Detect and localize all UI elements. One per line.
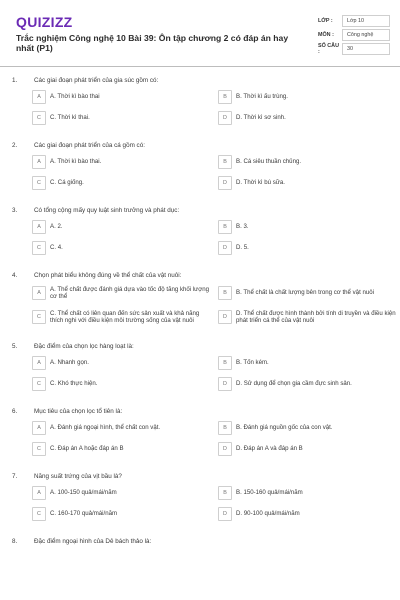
meta-row-class bbox=[318, 14, 390, 28]
question-number: 4. bbox=[12, 271, 18, 279]
answer-option-a[interactable] bbox=[32, 281, 214, 305]
answer-text: A. 2. bbox=[50, 222, 63, 230]
answer-option-c[interactable] bbox=[32, 172, 214, 193]
answer-text: D. Thể chất được hình thành bởi tính di truyền và điều kiện phát triển cá thể của vật nuôi bbox=[236, 309, 396, 324]
meta-panel bbox=[318, 14, 390, 56]
answer-option-b[interactable] bbox=[218, 216, 400, 237]
meta-value: Lớp 10 bbox=[342, 15, 390, 27]
meta-key: MÔN : bbox=[318, 32, 334, 38]
quizizz-logo: QUIZIZZ bbox=[16, 14, 73, 30]
answer-text: A. Thể chất được đánh giá dựa vào tốc độ tăng khối lượng cơ thể bbox=[50, 285, 210, 300]
question-header bbox=[0, 269, 400, 281]
meta-key: SỐ CÂU : bbox=[318, 43, 339, 55]
answer-text: C. Thời kì thai. bbox=[50, 113, 90, 121]
answer-option-d[interactable] bbox=[218, 237, 400, 258]
question-header bbox=[0, 340, 400, 352]
answer-grid bbox=[0, 151, 400, 193]
answer-text: C. Thể chất có liên quan đến sức sản xuất và khả năng thích nghi với điều kiện môi trường sống của vật nuôi bbox=[50, 309, 200, 324]
answer-letter-box: A bbox=[32, 155, 46, 169]
question-header bbox=[0, 74, 400, 86]
answer-text: C. Đáp án A hoặc đáp án B bbox=[50, 444, 124, 452]
answer-text: A. Nhanh gọn. bbox=[50, 358, 89, 366]
answer-text: C. 4. bbox=[50, 243, 63, 251]
question-header bbox=[0, 535, 400, 547]
question-header bbox=[0, 204, 400, 216]
answer-letter-box: D bbox=[218, 377, 232, 391]
answer-option-d[interactable] bbox=[218, 503, 400, 524]
question-item bbox=[0, 139, 400, 193]
answer-grid bbox=[0, 417, 400, 459]
answer-letter-box: D bbox=[218, 176, 232, 190]
answer-text: B. Thể chất là chất lượng bên trong cơ thể vật nuôi bbox=[236, 289, 374, 297]
answer-letter-box: C bbox=[32, 176, 46, 190]
answer-text: C. 160-170 quả/mái/năm bbox=[50, 509, 118, 517]
answer-letter-box: C bbox=[32, 507, 46, 521]
answer-option-a[interactable] bbox=[32, 86, 214, 107]
answer-grid bbox=[0, 482, 400, 524]
question-item bbox=[0, 74, 400, 128]
answer-letter-box: D bbox=[218, 241, 232, 255]
answer-text: B. 150-160 quả/mái/năm bbox=[236, 488, 303, 496]
answer-text: D. 5. bbox=[236, 243, 249, 251]
answer-grid bbox=[0, 216, 400, 258]
meta-value: 30 bbox=[342, 43, 390, 55]
answer-option-c[interactable] bbox=[32, 107, 214, 128]
answer-option-b[interactable] bbox=[218, 281, 400, 305]
question-number: 5. bbox=[12, 342, 18, 350]
answer-letter-box: A bbox=[32, 486, 46, 500]
question-header bbox=[0, 470, 400, 482]
answer-letter-box: A bbox=[32, 90, 46, 104]
answer-text: D. Thời kì bú sữa. bbox=[236, 178, 285, 186]
answer-text: D. Sử dụng để chọn gia cầm đực sinh sản. bbox=[236, 379, 352, 387]
answer-option-b[interactable] bbox=[218, 482, 400, 503]
answer-option-d[interactable] bbox=[218, 172, 400, 193]
question-number: 8. bbox=[12, 537, 18, 545]
answer-text: D. 90-100 quả/mái/năm bbox=[236, 509, 300, 517]
answer-option-c[interactable] bbox=[32, 438, 214, 459]
answer-option-b[interactable] bbox=[218, 417, 400, 438]
answer-letter-box: A bbox=[32, 356, 46, 370]
answer-letter-box: A bbox=[32, 220, 46, 234]
answer-letter-box: C bbox=[32, 111, 46, 125]
answer-text: C. Khó thực hiện. bbox=[50, 379, 98, 387]
answer-letter-box: B bbox=[218, 220, 232, 234]
answer-option-d[interactable] bbox=[218, 107, 400, 128]
answer-letter-box: D bbox=[218, 310, 232, 324]
answer-text: D. Đáp án A và đáp án B bbox=[236, 444, 303, 452]
answer-text: A. Đánh giá ngoại hình, thể chất con vật. bbox=[50, 423, 161, 431]
answer-letter-box: B bbox=[218, 90, 232, 104]
question-item bbox=[0, 204, 400, 258]
question-number: 3. bbox=[12, 206, 18, 214]
answer-letter-box: A bbox=[32, 421, 46, 435]
answer-option-d[interactable] bbox=[218, 373, 400, 394]
answer-grid bbox=[0, 281, 400, 329]
question-list bbox=[0, 74, 400, 558]
answer-option-b[interactable] bbox=[218, 86, 400, 107]
answer-letter-box: D bbox=[218, 111, 232, 125]
answer-text: B. Cá siêu thuần chủng. bbox=[236, 157, 302, 165]
meta-value: Công nghệ bbox=[342, 29, 390, 41]
answer-option-c[interactable] bbox=[32, 373, 214, 394]
question-number: 6. bbox=[12, 407, 18, 415]
answer-option-b[interactable] bbox=[218, 151, 400, 172]
meta-key: LỚP : bbox=[318, 18, 333, 24]
answer-letter-box: B bbox=[218, 155, 232, 169]
answer-letter-box: C bbox=[32, 377, 46, 391]
question-item bbox=[0, 405, 400, 459]
answer-option-a[interactable] bbox=[32, 352, 214, 373]
answer-letter-box: B bbox=[218, 286, 232, 300]
question-item bbox=[0, 269, 400, 329]
answer-letter-box: B bbox=[218, 356, 232, 370]
meta-row-subject bbox=[318, 28, 390, 42]
question-number: 2. bbox=[12, 141, 18, 149]
question-text: Có tổng cộng mấy quy luật sinh trưởng và phát dục: bbox=[34, 206, 180, 214]
answer-letter-box: C bbox=[32, 310, 46, 324]
question-item bbox=[0, 535, 400, 547]
answer-letter-box: C bbox=[32, 442, 46, 456]
answer-text: A. Thời kì bào thai bbox=[50, 92, 100, 100]
worksheet-header bbox=[0, 0, 400, 67]
question-number: 1. bbox=[12, 76, 18, 84]
answer-option-c[interactable] bbox=[32, 503, 214, 524]
answer-option-a[interactable] bbox=[32, 482, 214, 503]
answer-grid bbox=[0, 352, 400, 394]
question-text: Mục tiêu của chọn lọc tổ tiên là: bbox=[34, 407, 123, 415]
answer-text: B. Tốn kém. bbox=[236, 358, 269, 366]
answer-option-d[interactable] bbox=[218, 438, 400, 459]
answer-letter-box: C bbox=[32, 241, 46, 255]
question-text: Các giai đoạn phát triển của cá gồm có: bbox=[34, 141, 145, 149]
meta-row-count bbox=[318, 42, 390, 56]
question-text: Năng suất trứng của vịt bầu là? bbox=[34, 472, 122, 480]
answer-option-d[interactable] bbox=[218, 305, 400, 329]
question-text: Đặc điểm ngoại hình của Dê bách thảo là: bbox=[34, 537, 152, 545]
question-text: Đặc điểm của chọn lọc hàng loạt là: bbox=[34, 342, 134, 350]
worksheet-title: Trắc nghiệm Công nghệ 10 Bài 39: Ôn tập chương 2 có đáp án hay nhất (P1) bbox=[16, 33, 289, 53]
answer-option-c[interactable] bbox=[32, 305, 214, 329]
answer-option-b[interactable] bbox=[218, 352, 400, 373]
answer-letter-box: D bbox=[218, 507, 232, 521]
answer-text: B. Thời kì ấu trùng. bbox=[236, 92, 288, 100]
answer-option-a[interactable] bbox=[32, 417, 214, 438]
answer-letter-box: A bbox=[32, 286, 46, 300]
answer-text: D. Thời kì sơ sinh. bbox=[236, 113, 286, 121]
answer-letter-box: B bbox=[218, 421, 232, 435]
question-header bbox=[0, 139, 400, 151]
answer-letter-box: B bbox=[218, 486, 232, 500]
answer-text: B. Đánh giá nguồn gốc của con vật. bbox=[236, 423, 333, 431]
answer-text: B. 3. bbox=[236, 222, 249, 230]
answer-text: C. Cá giống. bbox=[50, 178, 84, 186]
answer-text: A. 100-150 quả/mái/năm bbox=[50, 488, 117, 496]
answer-option-c[interactable] bbox=[32, 237, 214, 258]
question-item bbox=[0, 340, 400, 394]
answer-grid bbox=[0, 86, 400, 128]
answer-letter-box: D bbox=[218, 442, 232, 456]
question-text: Chọn phát biểu không đúng về thể chất của vật nuôi: bbox=[34, 271, 182, 279]
question-header bbox=[0, 405, 400, 417]
question-item bbox=[0, 470, 400, 524]
question-text: Các giai đoạn phát triển của gia súc gồm có: bbox=[34, 76, 159, 84]
answer-text: A. Thời kì bào thai. bbox=[50, 157, 102, 165]
answer-option-a[interactable] bbox=[32, 216, 214, 237]
answer-option-a[interactable] bbox=[32, 151, 214, 172]
question-number: 7. bbox=[12, 472, 18, 480]
